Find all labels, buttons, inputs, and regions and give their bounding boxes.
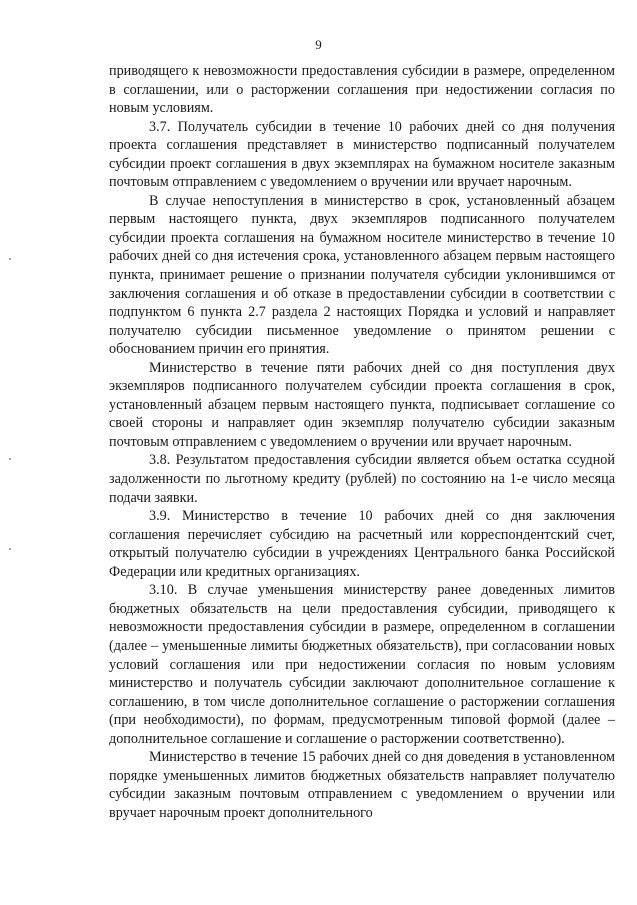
paragraph-3-9: 3.9. Министерство в течение 10 рабочих дней со дня заключения соглашения перечисляет субсидию на расчетный или корреспондентский счет, открытый получателю субсидии в учреждениях Центрального банка Российской Федерации или кредитных организациях. (109, 508, 615, 580)
paragraph-ministry-signing: Министерство в течение пяти рабочих дней со дня поступления двух экземпляров подписанного получателем субсидии проекта соглашения в срок, установленный абзацем первым настоящего пункта, подписывает соглашение со своей стороны и направляет один экземпляр получателю субсидии заказным почтовым отправлением с уведомлением о вручении или вручает нарочным. (109, 359, 615, 450)
margin-mark (9, 258, 11, 260)
paragraph-continuation: приводящего к невозможности предоставления субсидии в размере, определенном в соглашении, или о расторжении соглашения при недостижении согласия по новым условиям. (109, 63, 615, 117)
document-body (109, 62, 615, 822)
page-number: 9 (315, 37, 322, 52)
paragraph-3-7: 3.7. Получатель субсидии в течение 10 рабочих дней со дня получения проекта соглашения представляет в министерство подписанный получателем субсидии проект соглашения в двух экземплярах на бумажном носителе заказным почтовым отправлением с уведомлением о вручении или вручает нарочным. (109, 118, 615, 191)
paragraph-non-receipt: В случае непоступления в министерство в срок, установленный абзацем первым настоящего пункта, двух экземпляров подписанного получателем субсидии проекта соглашения на бумажном носителе министерство в течение 10 рабочих дней со дня истечения срока, установленного абзацем первым настоящего пункта, принимает решение о признании получателя субсидии уклонившимся от заключения соглашения и об отказе в предоставлении субсидии в соответствии с подпунктом 6 пункта 2.7 раздела 2 настоящих Порядка и условий и направляет получателю субсидии письменное уведомление о принятом решении с обоснованием причин его принятия. (109, 192, 615, 358)
paragraph-3-8: 3.8. Результатом предоставления субсидии является объем остатка ссудной задолженности по льготному кредиту (рублей) по состоянию на 1-е число месяца подачи заявки. (109, 452, 615, 506)
paragraph-3-10: 3.10. В случае уменьшения министерству ранее доведенных лимитов бюджетных обязательств на цели предоставления субсидии, приводящего к невозможности предоставления субсидии в размере, определенном в соглашении (далее – уменьшенные лимиты бюджетных обязательств), при согласовании новых условий соглашения или при недостижении согласия по новым условиям министерство и получатель субсидии заключают дополнительное соглашение к соглашению, в том числе дополнительное соглашение о расторжении соглашения (при необходимости), по формам, предусмотренным типовой формой (далее – дополнительное соглашение и соглашение о расторжении соответственно). (109, 582, 615, 747)
paragraph-additional-agreement: Министерство в течение 15 рабочих дней со дня доведения в установленном порядке уменьшенных лимитов бюджетных обязательств направляет получателю субсидии заказным почтовым отправлением с уведомлением о вручении или вручает нарочным проект дополнительного (109, 749, 615, 821)
margin-mark (9, 458, 11, 460)
margin-mark (9, 548, 11, 550)
